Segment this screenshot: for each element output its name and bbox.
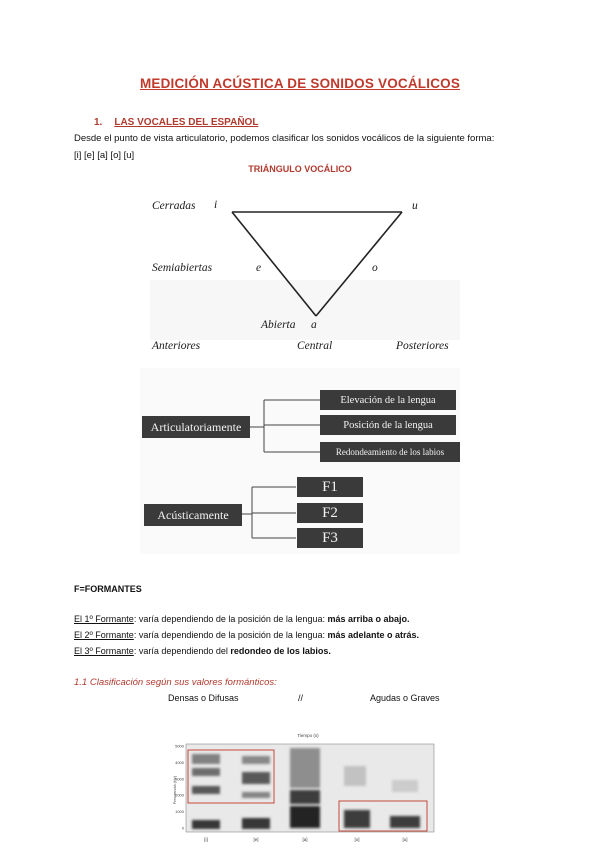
spectro-ytick: 0: [181, 825, 184, 831]
art-item-redondeamiento: Redondeamiento de los labios: [320, 442, 460, 462]
vowel-i: i: [214, 199, 218, 211]
clasificacion-heading: 1.1 Clasificación según sus valores formánticos:: [74, 677, 277, 688]
formante-text: : varía dependiendo del: [133, 646, 231, 656]
formante-row-1: [74, 614, 410, 624]
formante-row-2: [74, 630, 419, 640]
f3-box: F3: [297, 528, 363, 548]
clasificacion-right: Agudas o Graves: [370, 693, 440, 703]
formante-bold: más arriba o abajo.: [327, 614, 410, 624]
articulatoriamente-box: Articulatoriamente: [142, 416, 250, 438]
formante-label: El 1º Formante: [74, 614, 134, 624]
spectrogram-figure: [168, 730, 436, 848]
spectro-ytick: 2000: [175, 792, 184, 798]
section-label: LAS VOCALES DEL ESPAÑOL: [114, 117, 259, 128]
f2-box: F2: [297, 503, 363, 523]
label-central: Central: [297, 340, 333, 352]
section-number: 1.: [94, 117, 103, 128]
spectro-xlabels: [204, 837, 407, 842]
formante-text: : varía dependiendo de la posición de la lengua:: [133, 614, 328, 624]
art-item-posicion: Posición de la lengua: [320, 415, 456, 435]
spectro-ytick: 3000: [175, 776, 184, 782]
vowel-o: o: [372, 262, 378, 274]
acusticamente-box: Acústicamente: [144, 504, 242, 526]
energy-o-high: [344, 766, 366, 786]
formante-label: El 2º Formante: [74, 630, 134, 640]
label-abierta: Abierta: [261, 319, 296, 331]
label-cerradas: Cerradas: [152, 200, 196, 212]
spectro-ytick: 5000: [175, 743, 184, 749]
clasificacion-left: Densas o Difusas: [168, 693, 239, 703]
energy-i-f2: [192, 768, 220, 776]
spectro-ytick: 1000: [175, 809, 184, 815]
f1-box: F1: [297, 477, 363, 497]
energy-i-f2b: [192, 786, 220, 794]
section-heading: [94, 117, 258, 128]
formante-bold: redondeo de los labios.: [230, 646, 331, 656]
page-title: MEDICIÓN ACÚSTICA DE SONIDOS VOCÁLICOS: [139, 76, 461, 91]
spectro-xlabel: [o]: [354, 837, 360, 842]
energy-e-f3: [242, 756, 270, 764]
vowel-e: e: [256, 262, 262, 274]
label-semiabiertas: Semiabiertas: [152, 262, 213, 274]
spectro-ylabel: Frecuencia (Hz): [172, 775, 177, 805]
spectro-xlabel: [e]: [253, 837, 259, 842]
vowel-a: a: [311, 319, 317, 331]
vowel-u: u: [412, 200, 418, 212]
energy-u-f1: [390, 816, 420, 828]
energy-a-high: [290, 748, 320, 788]
label-posteriores: Posteriores: [396, 340, 449, 352]
energy-a-f2: [290, 790, 320, 804]
art-item-elevacion: Elevación de la lengua: [320, 390, 456, 410]
energy-i-f1: [192, 820, 220, 829]
label-anteriores: Anteriores: [152, 340, 201, 352]
triangle-title: TRIÁNGULO VOCÁLICO: [248, 164, 352, 174]
formante-row-3: [74, 646, 331, 656]
vowels-line: [i] [e] [a] [o] [u]: [74, 150, 135, 161]
spectro-top-label: Tiempo (s): [297, 733, 319, 738]
formante-label: El 3º Formante: [74, 646, 134, 656]
spectro-ytick: 4000: [175, 759, 184, 765]
energy-a-f1: [290, 806, 320, 828]
energy-e-f2b: [242, 792, 270, 798]
energy-e-f1: [242, 818, 270, 829]
spectro-xlabel: [i]: [204, 837, 208, 842]
energy-u-high: [392, 780, 418, 792]
formantes-heading: F=FORMANTES: [74, 584, 142, 594]
spectro-xlabel: [u]: [402, 837, 408, 842]
clasificacion-separator: //: [298, 693, 304, 703]
energy-o-f1: [344, 810, 370, 828]
energy-i-f3: [192, 754, 220, 764]
energy-e-f2: [242, 772, 270, 784]
intro-paragraph: Desde el punto de vista articulatorio, podemos clasificar los sonidos vocálicos de la siguiente forma:: [74, 133, 495, 144]
formante-text: : varía dependiendo de la posición de la lengua:: [133, 630, 328, 640]
figure-background: [150, 280, 460, 340]
formante-bold: más adelante o atrás.: [327, 630, 420, 640]
spectro-xlabel: [a]: [302, 837, 308, 842]
